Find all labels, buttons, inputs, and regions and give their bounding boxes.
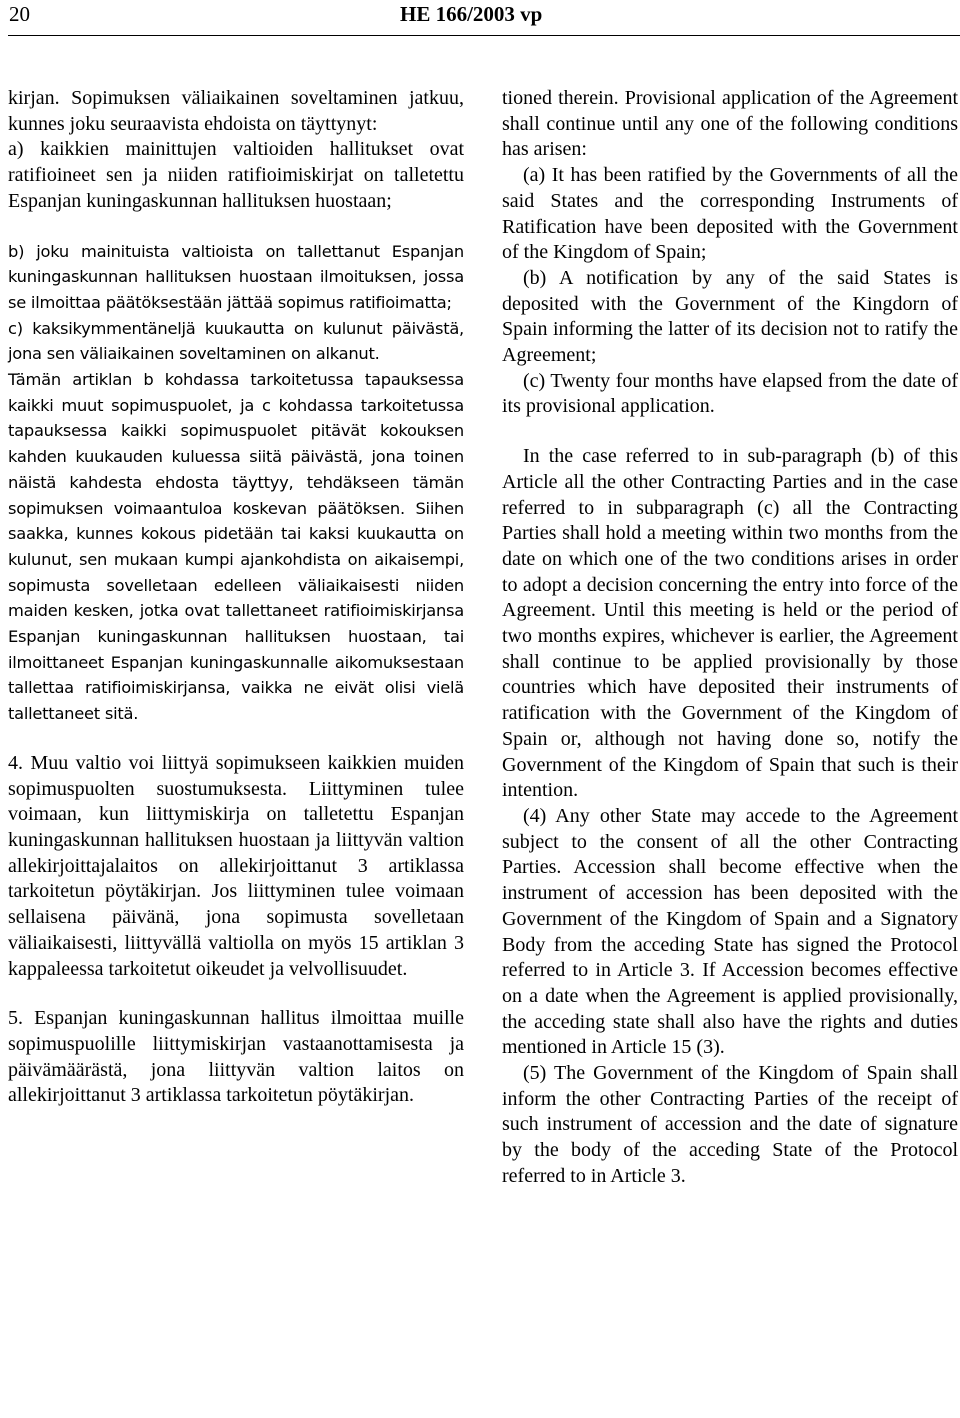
paragraph: (5) The Government of the Kingdom of Spain shall inform the other Contracting Parties of the receipt of such instrument of accession and the date of signature by the body of the acceding State of the Protocol referred to in Article 3.	[502, 1062, 958, 1187]
paragraph: tioned therein. Provisional application of the Agreement shall continue until any one of the following conditions has arisen:	[502, 87, 958, 161]
paragraph: 5. Espanjan kuningaskunnan hallitus ilmoittaa muille sopimuspuolille liittymiskirjan vastaanottamisesta ja päivämäärästä, jona liittyvän valtion laitos on allekirjoittanut 3 artiklassa tarkoitetun pöytäkirjan.	[8, 1007, 464, 1107]
paragraph: (c) Twenty four months have elapsed from the date of its provisional application.	[502, 369, 958, 418]
paragraph: 4. Muu valtio voi liittyä sopimukseen kaikkien muiden sopimuspuolten suostumuksesta. Liittyminen tulee voimaan, kun liittymiskirja on talletettu Espanjan kuningaskunnan hallituksen huostaan ja liittyvän valtion allekirjoittajalaitos on allekirjoittanut 3 artiklassa tarkoitetun pöytäkirjan. Jos liittyminen tulee voimaan sellaisena päivänä, jona sopimusta sovelletaan väliaikaisesti, liittyvällä valtiolla on myös 15 artiklan 3 kappaleessa tarkoitetut oikeudet ja velvollisuudet.	[8, 751, 464, 980]
english-column	[502, 86, 958, 1190]
finnish-column	[8, 86, 464, 1109]
paragraph: In the case referred to in sub-paragraph (b) of this Article all the other Contracting Parties and in the case referred to in subparagraph (c) all the Contracting Parties shall hold a meeting within two months from the date on which one of the two conditions arises in order to adopt a decision concerning the entry into force of the Agreement. Until this meeting is held or the period of two months expires, whichever is earlier, the Agreement shall continue to be applied provisionally by those countries which have deposited their instruments of ratification with the Government of the Kingdom of Spain or, although not having done so, notify the Government of the Kingdom of Spain that such is their intention.	[502, 445, 958, 802]
paragraph: (a) It has been ratified by the Governments of all the said States and the corresponding Instruments of Ratification have been deposited with the Government of the Kingdom of Spain;	[502, 164, 958, 264]
paragraph: Tämän artiklan b kohdassa tarkoitetussa tapauksessa kaikki muut sopimuspuolet, ja c kohdassa tarkoitetussa tapauksessa kaikki sopimuspuolet pitävät kokouksen kahden kuukauden kuluessa siitä päivästä, jona toinen näistä kahdesta ehdosta täyttyy, tehdäkseen tämän sopimuksen voimaantuloa koskevan päätöksen. Siihen saakka, kunnes kokous pidetään tai kaksi kuukautta on kulunut, sen mukaan kumpi ajankohdista on aikaisempi, sopimusta sovelletaan edelleen väliaikaisesti niiden maiden kesken, jotka ovat tallettaneet ratifioimiskirjansa Espanjan kuningaskunnan hallituksen huostaan, tai ilmoittaneet Espanjan kuningaskunnalle aikomuksestaan tallettaa ratifioimiskirjansa, vaikka ne eivät olisi vielä tallettaneet sitä.	[8, 370, 464, 724]
page-number: 20	[9, 2, 30, 26]
paragraph: c) kaksikymmentäneljä kuukautta on kulunut päivästä, jona sen väliaikainen soveltaminen on alkanut.	[8, 318, 464, 364]
paragraph: (4) Any other State may accede to the Agreement subject to the consent of all the other Contracting Parties. Accession shall become effective when the instrument of accession has been deposited with the Government of the Kingdom of Spain and a Signatory Body from the acceding State has signed the Protocol referred to in Article 3. If Accession becomes effective on a date when the Agreement is applied provisionally, the acceding state shall also have the rights and duties mentioned in Article 15 (3).	[502, 804, 958, 1059]
header-rule	[8, 35, 960, 36]
page-header	[0, 0, 960, 36]
paragraph: kirjan. Sopimuksen väliaikainen soveltaminen jatkuu, kunnes joku seuraavista ehdoista on täyttynyt:	[8, 87, 464, 135]
paragraph: (b) A notification by any of the said States is deposited with the Government of the Kingdorn of Spain informing the latter of its decision not to ratify the Agreement;	[502, 266, 958, 367]
paragraph: a) kaikkien mainittujen valtioiden hallitukset ovat ratifioineet sen ja niiden ratifioimiskirjat on talletettu Espanjan kuningaskunnan hallituksen huostaan;	[8, 138, 464, 212]
document-id: HE 166/2003 vp	[400, 2, 543, 26]
paragraph: b) joku mainituista valtioista on tallettanut Espanjan kuningaskunnan hallituksen huostaan ilmoituksen, jossa se ilmoittaa päätöksestään jättää sopimus ratifioimatta;	[8, 241, 464, 312]
